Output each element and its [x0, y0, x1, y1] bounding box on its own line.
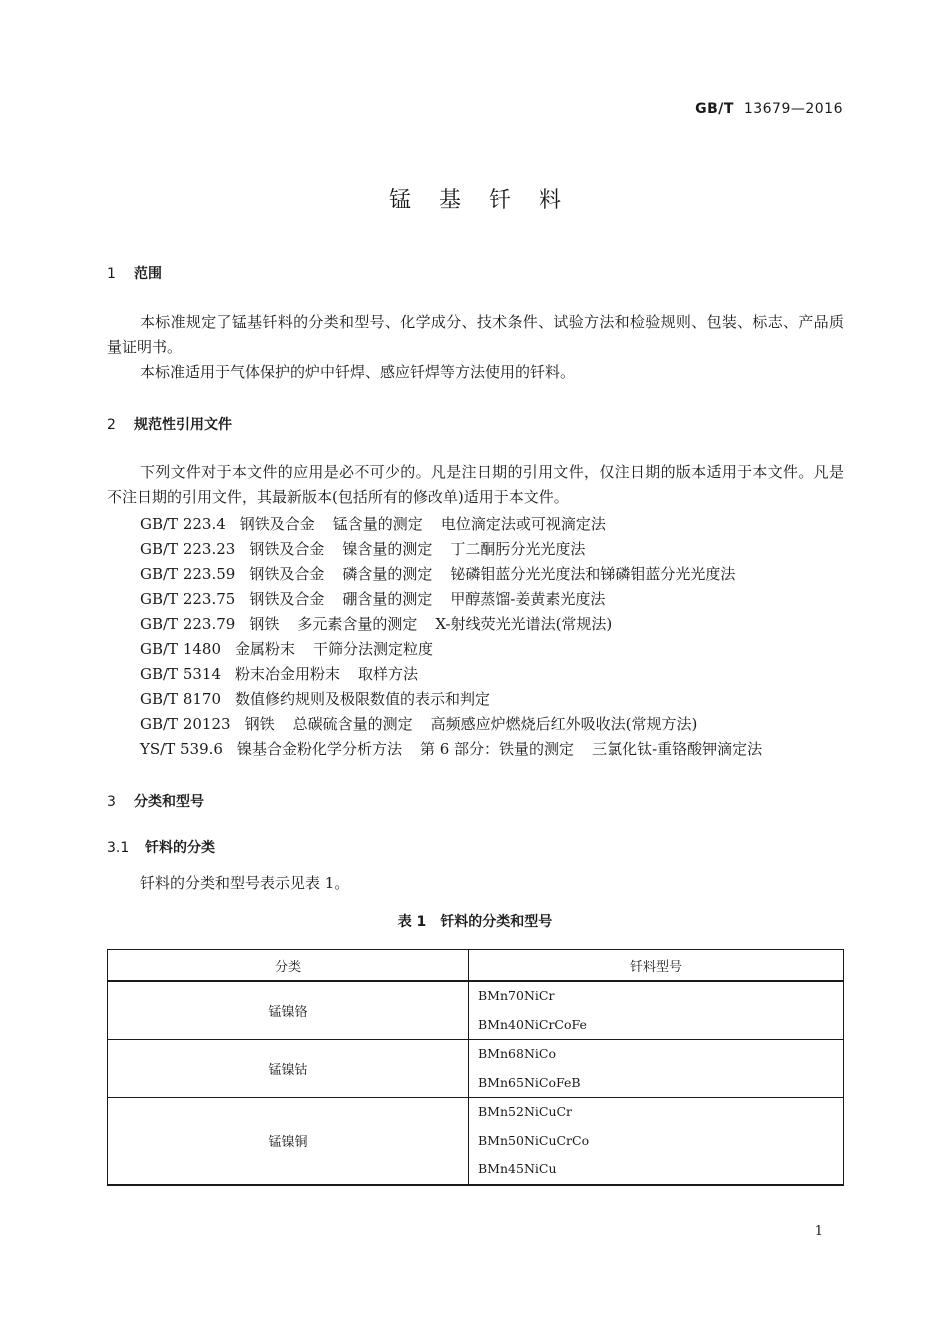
- reference-segment: 磷含量的测定: [342, 565, 433, 583]
- reference-segment: 锰含量的测定: [332, 515, 423, 533]
- reference-segment: 金属粉末: [235, 640, 296, 658]
- reference-segment: 丁二酮肟分光光度法: [450, 540, 586, 558]
- page-number: 1: [814, 1224, 823, 1239]
- section-title: 分类和型号: [134, 794, 204, 810]
- model-code: BMn68NiCo: [478, 1046, 556, 1061]
- table-row: [108, 1040, 844, 1098]
- section-1-paragraph-2: 本标准适用于气体保护的炉中钎焊、感应钎焊等方法使用的钎料。: [140, 363, 576, 381]
- model-code: BMn65NiCoFeB: [478, 1074, 581, 1090]
- category-cell: 锰镍铬: [108, 981, 469, 1040]
- reference-segment: 多元素含量的测定: [297, 615, 418, 633]
- standard-prefix: GB/T: [695, 101, 734, 117]
- reference-item: [140, 513, 606, 534]
- reference-segment: 钢铁: [244, 715, 275, 733]
- reference-segment: 总碳硫含量的测定: [292, 715, 413, 733]
- reference-segment: 钢铁: [249, 615, 280, 633]
- reference-segment: 钢铁及合金: [239, 515, 315, 533]
- section-1-paragraph-1: 本标准规定了锰基钎料的分类和型号、化学成分、技术条件、试验方法和检验规则、包装、标志、产品质量证明书。: [107, 313, 844, 356]
- reference-code: GB/T 8170: [140, 690, 222, 708]
- reference-item: [140, 613, 612, 634]
- section-number: 1: [107, 266, 116, 282]
- reference-segment: 粉末冶金用粉末: [235, 665, 341, 683]
- reference-item: [140, 638, 433, 659]
- reference-segment: 三氯化钛-重铬酸钾滴定法: [592, 740, 763, 758]
- reference-code: GB/T 20123: [140, 715, 231, 733]
- reference-segment: 数值修约规则及极限数值的表示和判定: [235, 690, 491, 708]
- model-code: BMn40NiCrCoFe: [478, 1016, 587, 1032]
- section-number: 3.1: [107, 840, 130, 856]
- reference-segment: 甲醇蒸馏-姜黄素光度法: [450, 590, 606, 608]
- section-title: 规范性引用文件: [134, 417, 232, 433]
- section-title: 钎料的分类: [145, 840, 215, 856]
- section-2-heading: [107, 414, 232, 434]
- section-number: 2: [107, 417, 116, 433]
- section-1-heading: [107, 263, 162, 283]
- category-cell: 锰镍铜: [108, 1098, 469, 1185]
- reference-code: GB/T 1480: [140, 640, 222, 658]
- reference-segment: 干筛分法测定粒度: [313, 640, 434, 658]
- model-code: BMn52NiCuCr: [478, 1104, 573, 1119]
- model-code: BMn70NiCr: [478, 988, 555, 1003]
- model-code: BMn45NiCu: [478, 1161, 557, 1176]
- document-title: 锰基钎料: [388, 188, 589, 213]
- section-title: 范围: [134, 266, 162, 282]
- reference-code: GB/T 223.79: [140, 615, 236, 633]
- table-1: [107, 949, 844, 1186]
- table-header-model: 钎料型号: [469, 950, 844, 982]
- reference-segment: 第 6 部分：铁量的测定: [419, 740, 575, 758]
- reference-item: [140, 688, 490, 709]
- section-3-1-paragraph: 钎料的分类和型号表示见表 1。: [140, 874, 350, 892]
- reference-segment: 镍基合金粉化学分析方法: [236, 740, 402, 758]
- reference-segment: 镍含量的测定: [342, 540, 433, 558]
- table-caption-title: 钎料的分类和型号: [440, 914, 553, 930]
- reference-segment: 高频感应炉燃烧后红外吸收法(常规方法): [430, 715, 698, 733]
- reference-code: GB/T 5314: [140, 665, 222, 683]
- models-cell: [469, 1098, 844, 1185]
- reference-code: YS/T 539.6: [140, 740, 223, 758]
- reference-segment: 硼含量的测定: [342, 590, 433, 608]
- table-row: [108, 981, 844, 1040]
- standard-number: [695, 101, 843, 117]
- reference-item: [140, 588, 605, 609]
- section-3-1-heading: [107, 837, 215, 857]
- table-caption-label: 表 1: [397, 914, 427, 930]
- models-cell: [469, 981, 844, 1040]
- reference-segment: 铋磷钼蓝分光光度法和锑磷钼蓝分光光度法: [450, 565, 736, 583]
- reference-segment: 取样方法: [358, 665, 419, 683]
- standard-code: 13679—2016: [743, 101, 843, 117]
- table-1-caption: [0, 911, 950, 931]
- reference-code: GB/T 223.59: [140, 565, 236, 583]
- table-header-category: 分类: [108, 950, 469, 982]
- reference-segment: 钢铁及合金: [249, 565, 325, 583]
- reference-item: [140, 713, 697, 734]
- reference-item: [140, 663, 418, 684]
- reference-code: GB/T 223.23: [140, 540, 236, 558]
- reference-segment: 钢铁及合金: [249, 590, 325, 608]
- reference-code: GB/T 223.4: [140, 515, 226, 533]
- table-row: [108, 1098, 844, 1185]
- reference-segment: 电位滴定法或可视滴定法: [440, 515, 606, 533]
- reference-item: [140, 738, 762, 759]
- category-cell: 锰镍钴: [108, 1040, 469, 1098]
- reference-code: GB/T 223.75: [140, 590, 236, 608]
- section-3-heading: [107, 791, 204, 811]
- section-number: 3: [107, 794, 116, 810]
- model-code: BMn50NiCuCrCo: [478, 1132, 590, 1148]
- section-2-intro: 下列文件对于本文件的应用是必不可少的。凡是注日期的引用文件，仅注日期的版本适用于本文件。凡是不注日期的引用文件，其最新版本(包括所有的修改单)适用于本文件。: [107, 463, 844, 506]
- reference-item: [140, 538, 585, 559]
- reference-segment: 钢铁及合金: [249, 540, 325, 558]
- reference-segment: X-射线荧光光谱法(常规法): [435, 615, 613, 633]
- reference-item: [140, 563, 735, 584]
- models-cell: [469, 1040, 844, 1098]
